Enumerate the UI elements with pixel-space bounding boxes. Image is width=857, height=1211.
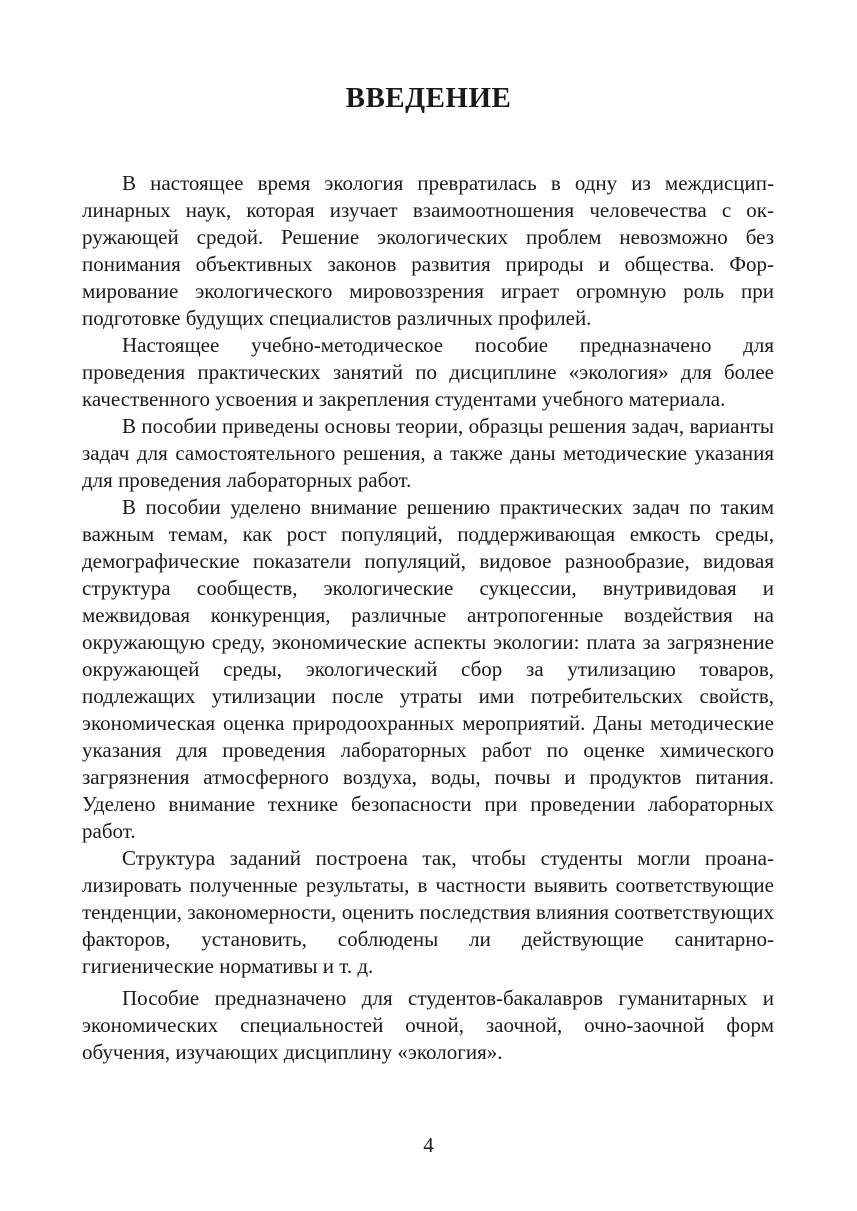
paragraph-3: В пособии приведены основы теории, образцы решения задач, варианты задач для самостоятельного решения, а также даны методические указания для проведения лабораторных работ. — [82, 414, 774, 492]
paragraph-5: Структура заданий построена так, чтобы студенты могли проанализировать полученные результаты, в частности выявить соответствующие тенденции, закономерности, оценить последствия влияния соответствующих факторов, установить, соблюдены ли действующие санитарно-гигиенические нормативы и т. д. — [82, 846, 774, 978]
paragraph-2: Настоящее учебно-методическое пособие предназначено для проведения практических занятий по дисциплине «экология» для более качественного усвоения и закрепления студентами учебного материала. — [82, 333, 774, 411]
body-text — [82, 170, 774, 1066]
page-number: 4 — [423, 1133, 434, 1157]
paragraph-4: В пособии уделено внимание решению практических задач по таким важным темам, как рост популяций, поддерживающая емкость среды, демографические показатели популяций, видовое разнообразие, видовая структура сообществ, экологические сукцессии, внутривидовая и межвидовая конкуренция, различные антропогенные воздействия на окружающую среду, экономические аспекты экологии: плата за загрязнение окружающей среды, экологический сбор за утилизацию товаров, подлежащих утилизации после утраты ими потребительских свойств, экономическая оценка природоохранных мероприятий. Даны методические указания для проведения лабораторных работ по оценке химического загрязнения атмосферного воздуха, воды, почвы и продуктов питания. Уделено внимание технике безопасности при проведении лабораторных работ. — [82, 495, 774, 843]
page-title: ВВЕДЕНИЕ — [345, 82, 512, 114]
paragraph-6: Пособие предназначено для студентов-бакалавров гуманитарных и экономических специальностей очной, заочной, очно-заочной форм обучения, изучающих дисциплину «экология». — [82, 986, 774, 1064]
paragraph-1: В настоящее время экология превратилась в одну из междисциплинарных наук, которая изучает взаимоотношения человечества с окружающей средой. Решение экологических проблем невозможно без понимания объективных законов развития природы и общества. Формирование экологического мировоззрения играет огромную роль при подготовке будущих специалистов различных профилей. — [82, 171, 774, 330]
